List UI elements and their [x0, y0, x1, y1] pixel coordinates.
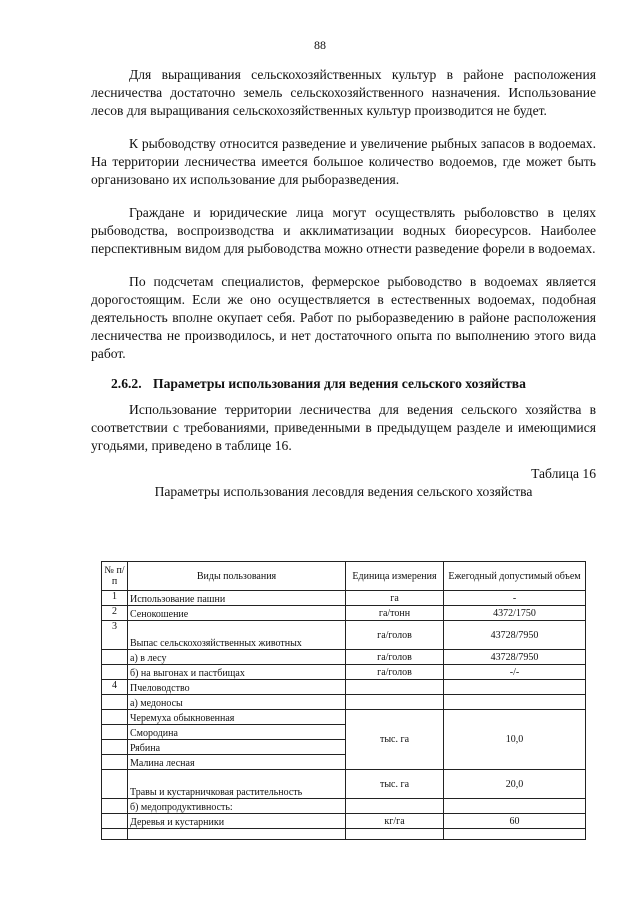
- table-row: [102, 591, 586, 606]
- table-label: Таблица 16: [531, 466, 596, 481]
- paragraph-agriculture: Для выращивания сельскохозяйственных культур в районе расположения лесничества достаточно земель сельскохозяйственного назначения. Использование лесов для выращивания сельскохозяйственных культур производится не будет.: [91, 67, 596, 118]
- row-volume: 4372/1750: [444, 606, 586, 621]
- row-volume: 43728/7950: [444, 650, 586, 665]
- paragraph-section-intro: Использование территории лесничества для ведения сельского хозяйства в соответствии с требованиями, приведенными в предыдущем разделе и имеющимися угодьями, приведено в таблице 16.: [91, 402, 596, 453]
- row-kind: Деревья и кустарники: [128, 814, 346, 829]
- row-volume: [444, 695, 586, 710]
- table-row: [102, 680, 586, 695]
- row-volume: -/-: [444, 665, 586, 680]
- table-row: [102, 814, 586, 829]
- header-unit: Единица измерения: [346, 562, 444, 591]
- row-num: [102, 814, 128, 829]
- row-num: [102, 725, 128, 740]
- row-unit: га: [346, 591, 444, 606]
- row-unit: га/голов: [346, 621, 444, 650]
- row-num: 1: [102, 591, 128, 606]
- table-row: [102, 695, 586, 710]
- page-number: 88: [314, 38, 326, 52]
- row-kind: Рябина: [128, 740, 346, 755]
- row-kind: б) медопродуктивность:: [128, 799, 346, 814]
- section-title: Параметры использования для ведения сельского хозяйства: [153, 376, 526, 391]
- row-num: [102, 799, 128, 814]
- row-unit: га/голов: [346, 665, 444, 680]
- row-unit: кг/га: [346, 814, 444, 829]
- section-number: 2.6.2.: [111, 376, 142, 391]
- table-row: [102, 621, 586, 650]
- table-row: [102, 710, 586, 725]
- row-unit: [346, 695, 444, 710]
- row-num: [102, 755, 128, 770]
- row-num: 2: [102, 606, 128, 621]
- row-volume: 20,0: [444, 770, 586, 799]
- header-kind: Виды пользования: [128, 562, 346, 591]
- row-kind: а) медоносы: [128, 695, 346, 710]
- row-num: [102, 710, 128, 725]
- row-num: [102, 650, 128, 665]
- table-row: [102, 770, 586, 799]
- row-volume: [444, 799, 586, 814]
- row-kind: Сенокошение: [128, 606, 346, 621]
- paragraph-fish-farming: К рыбоводству относится разведение и увеличение рыбных запасов в водоемах. На территории лесничества имеется большое количество водоемов, где может быть организовано их использование для рыборазведения.: [91, 136, 596, 187]
- paragraph-fish-farming-cost: По подсчетам специалистов, фермерское рыбоводство в водоемах является дорогостоящим. Если же оно осуществляется в естественных водоемах, подобная деятельность вполне окупает себя. Работ по рыборазведению в районе расположения лесничества не производилось, и нет достаточного опыта по выполнению этого вида работ.: [91, 274, 596, 361]
- paragraph-fishing-rights: Граждане и юридические лица могут осуществлять рыболовство в целях рыбоводства, воспроизводства и акклиматизации водных биоресурсов. Наиболее перспективным видом для рыбоводства можно отнести разведение форели в водоемах.: [91, 205, 596, 256]
- row-unit: тыс. га: [346, 770, 444, 799]
- row-unit: [346, 799, 444, 814]
- table-row: [102, 665, 586, 680]
- row-kind: а) в лесу: [128, 650, 346, 665]
- row-num: [102, 695, 128, 710]
- table-16: [101, 561, 585, 840]
- row-kind: б) на выгонах и пастбищах: [128, 665, 346, 680]
- table-row: [102, 606, 586, 621]
- row-volume: 43728/7950: [444, 621, 586, 650]
- row-unit: [346, 680, 444, 695]
- row-kind: Травы и кустарничковая растительность: [128, 770, 346, 799]
- row-kind: Черемуха обыкновенная: [128, 710, 346, 725]
- group-unit: тыс. га: [346, 710, 444, 770]
- table-header-row: [102, 562, 586, 591]
- row-num: [102, 740, 128, 755]
- header-num: № п/п: [102, 562, 128, 591]
- group-volume: 10,0: [444, 710, 586, 770]
- table-row: [102, 650, 586, 665]
- row-num: 4: [102, 680, 128, 695]
- row-volume: [444, 680, 586, 695]
- row-kind: Использование пашни: [128, 591, 346, 606]
- row-kind: Смородина: [128, 725, 346, 740]
- row-kind: Малина лесная: [128, 755, 346, 770]
- section-heading: [91, 375, 596, 393]
- row-kind: Выпас сельскохозяйственных животных: [128, 621, 346, 650]
- row-volume: 60: [444, 814, 586, 829]
- table-row: [102, 799, 586, 814]
- table-row-continued: [102, 829, 586, 840]
- row-unit: га/тонн: [346, 606, 444, 621]
- header-volume: Ежегодный допустимый объем: [444, 562, 586, 591]
- table-title: Параметры использования лесовдля ведения сельского хозяйства: [154, 484, 533, 499]
- row-num: 3: [102, 621, 128, 650]
- row-kind: Пчеловодство: [128, 680, 346, 695]
- row-num: [102, 665, 128, 680]
- row-num: [102, 770, 128, 799]
- document-body: [91, 66, 596, 501]
- row-volume: -: [444, 591, 586, 606]
- row-unit: га/голов: [346, 650, 444, 665]
- usage-parameters-table: [101, 561, 586, 840]
